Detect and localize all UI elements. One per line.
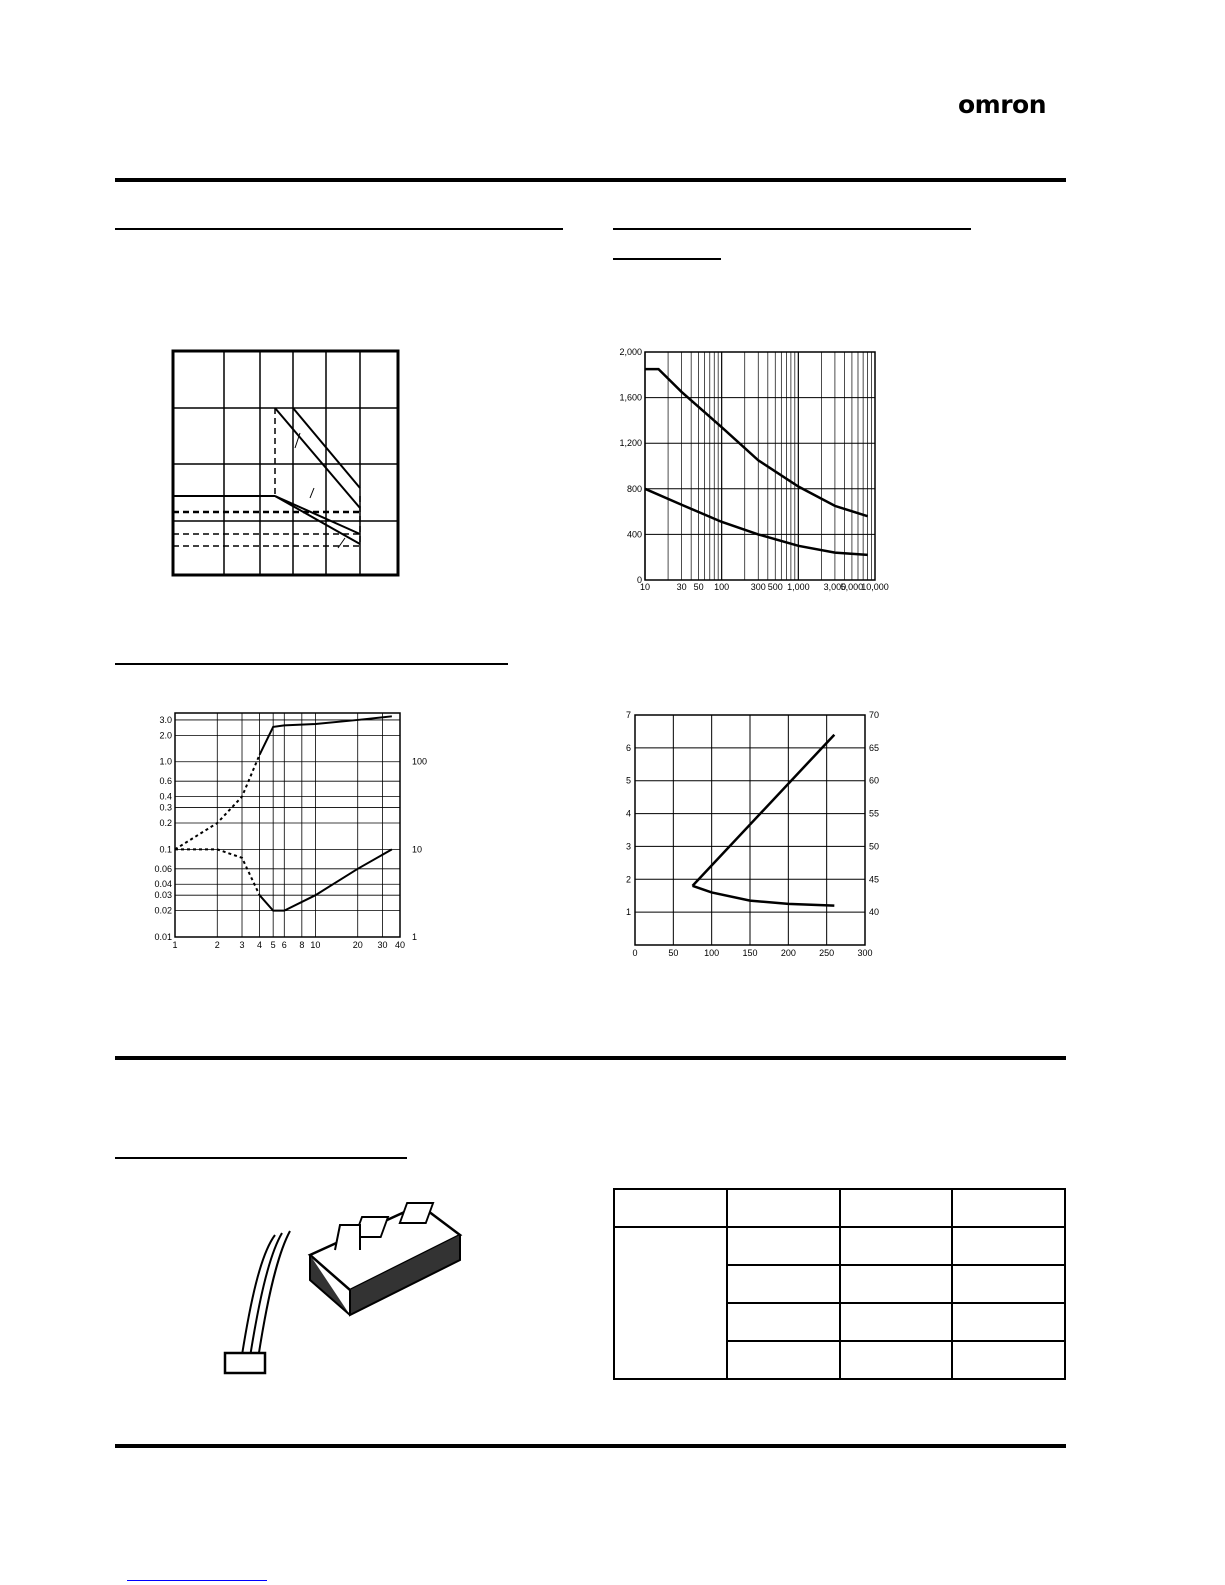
- chart-b-ytick: 1,600: [619, 392, 642, 403]
- chart-c-ytick-left: 3.0: [159, 714, 172, 725]
- chart-c-ytick-left: 0.06: [154, 863, 172, 874]
- chart-d-series-rising: [693, 735, 835, 886]
- chart-b-xtick: 100: [714, 582, 730, 592]
- chart-d-ytick-left: 3: [625, 841, 631, 852]
- chart-b-ytick: 800: [626, 483, 642, 494]
- chart-c-xtick: 20: [352, 940, 363, 950]
- chart-c-xtick: 10: [310, 940, 321, 950]
- chart-d-ytick-left: 6: [625, 742, 631, 753]
- chart-d-xtick: 50: [668, 948, 679, 958]
- chart-d-ytick-right: 40: [869, 907, 880, 918]
- chart-c-ytick-right: 100: [412, 756, 428, 767]
- chart-b-xtick: 10: [639, 582, 651, 592]
- chart-d-ytick-left: 7: [625, 710, 631, 720]
- footer-link-underline[interactable]: [127, 1580, 267, 1581]
- chart-d-xtick: 100: [704, 948, 720, 958]
- model-table: [613, 1188, 1066, 1380]
- chart-d-ytick-left: 4: [625, 808, 631, 819]
- chart-c-ytick-left: 1.0: [159, 756, 172, 767]
- chart-d-xtick: 150: [742, 948, 758, 958]
- heading-underline-2b: [613, 258, 721, 260]
- table-cell: [840, 1265, 953, 1303]
- table-cell: [952, 1341, 1065, 1379]
- chart-d-xtick: 200: [780, 948, 796, 958]
- chart-d-ytick-left: 2: [625, 874, 631, 885]
- chart-d-ytick-right: 65: [869, 742, 880, 753]
- chart-c-frame: [175, 713, 400, 937]
- chart-b-xtick: 1,000: [787, 582, 810, 592]
- table-cell: [952, 1303, 1065, 1341]
- chart-d-ytick-left: 1: [625, 907, 631, 918]
- table-cell: [727, 1265, 840, 1303]
- chart-c-ytick-left: 2.0: [159, 730, 172, 741]
- chart-d-ytick-right: 55: [869, 808, 880, 819]
- chart-b-ytick: 400: [626, 529, 642, 540]
- chart-c-ytick-left: 0.1: [159, 844, 172, 855]
- log-log-chart: [145, 705, 435, 960]
- chart-c-xtick: 30: [377, 940, 388, 950]
- chart-d-ytick-left: 5: [625, 775, 631, 786]
- chart-b-xtick: 3,000: [823, 582, 847, 592]
- chart-c-ytick-left: 0.03: [154, 890, 172, 901]
- derating-curves: [173, 408, 360, 544]
- surge-chart: [610, 340, 910, 595]
- chart-c-xtick: 5: [270, 940, 276, 950]
- derating-chart: [170, 348, 402, 578]
- chart-c-ytick-left: 0.02: [154, 905, 172, 916]
- chart-b-series-lower: [645, 489, 868, 555]
- table-cell: [727, 1189, 840, 1227]
- table-cell: [952, 1189, 1065, 1227]
- bottom-rule: [115, 1444, 1066, 1448]
- chart-b-xtick: 10,000: [861, 582, 889, 592]
- brand-logo: omron: [958, 90, 1047, 119]
- chart-c-xtick: 1: [172, 940, 178, 950]
- chart-b-xtick: 300: [750, 582, 766, 592]
- chart-c-xtick: 2: [214, 940, 220, 950]
- chart-c-ytick-left: 0.3: [159, 802, 172, 813]
- derating-frame: [173, 351, 398, 575]
- chart-c-xtick: 3: [239, 940, 245, 950]
- chart-c-xtick: 4: [257, 940, 263, 950]
- chart-d-xtick: 0: [632, 948, 638, 958]
- chart-c-xtick: 6: [281, 940, 287, 950]
- chart-c-ytick-left: 0.4: [159, 791, 172, 802]
- chart-b-ytick: 0: [636, 575, 642, 585]
- chart-c-xtick: 8: [299, 940, 305, 950]
- chart-c-ytick-right: 1: [412, 932, 418, 942]
- chart-d-xtick: 250: [819, 948, 835, 958]
- chart-b-series-upper: [645, 369, 868, 516]
- table-cell: [614, 1227, 727, 1379]
- chart-d-ytick-right: 45: [869, 874, 880, 885]
- chart-c-ytick-left: 0.01: [154, 932, 172, 942]
- heading-underline-2: [613, 228, 971, 230]
- chart-c-ytick-left: 0.04: [154, 879, 172, 890]
- table-cell: [840, 1303, 953, 1341]
- chart-b-xtick: 50: [693, 582, 704, 592]
- chart-d-ytick-right: 70: [869, 710, 880, 720]
- chart-b-xtick: 500: [767, 582, 783, 592]
- chart-d-xtick: 300: [857, 948, 873, 958]
- table-cell: [727, 1303, 840, 1341]
- derating-dashed: [173, 408, 360, 546]
- dual-axis-chart: [610, 705, 895, 960]
- chart-b-xtick: 5,000: [840, 582, 864, 592]
- chart-c-series-lower-curve: [260, 849, 392, 910]
- table-cell: [727, 1341, 840, 1379]
- table-cell: [614, 1189, 727, 1227]
- table-cell: [840, 1227, 953, 1265]
- top-rule: [115, 178, 1066, 182]
- heading-underline-4: [115, 1157, 407, 1159]
- table-cell: [840, 1341, 953, 1379]
- product-photo: [220, 1195, 470, 1385]
- chart-d-series-falling: [693, 886, 835, 906]
- table-cell: [952, 1265, 1065, 1303]
- chart-d-ytick-right: 60: [869, 775, 880, 786]
- chart-c-ytick-right: 10: [412, 844, 423, 855]
- chart-b-ytick: 1,200: [619, 438, 642, 449]
- heading-underline-3: [115, 663, 508, 665]
- chart-c-ytick-left: 0.6: [159, 776, 172, 787]
- table-cell: [840, 1189, 953, 1227]
- chart-c-xtick: 40: [394, 940, 406, 950]
- table-cell: [952, 1227, 1065, 1265]
- chart-d-ytick-right: 50: [869, 841, 880, 852]
- table-cell: [727, 1227, 840, 1265]
- chart-c-ytick-left: 0.2: [159, 817, 172, 828]
- derating-grid: [173, 351, 398, 575]
- mid-rule: [115, 1056, 1066, 1060]
- chart-b-frame: [645, 352, 875, 580]
- heading-underline-1: [115, 228, 563, 230]
- chart-b-ytick: 2,000: [619, 347, 642, 357]
- chart-b-xtick: 30: [676, 582, 687, 592]
